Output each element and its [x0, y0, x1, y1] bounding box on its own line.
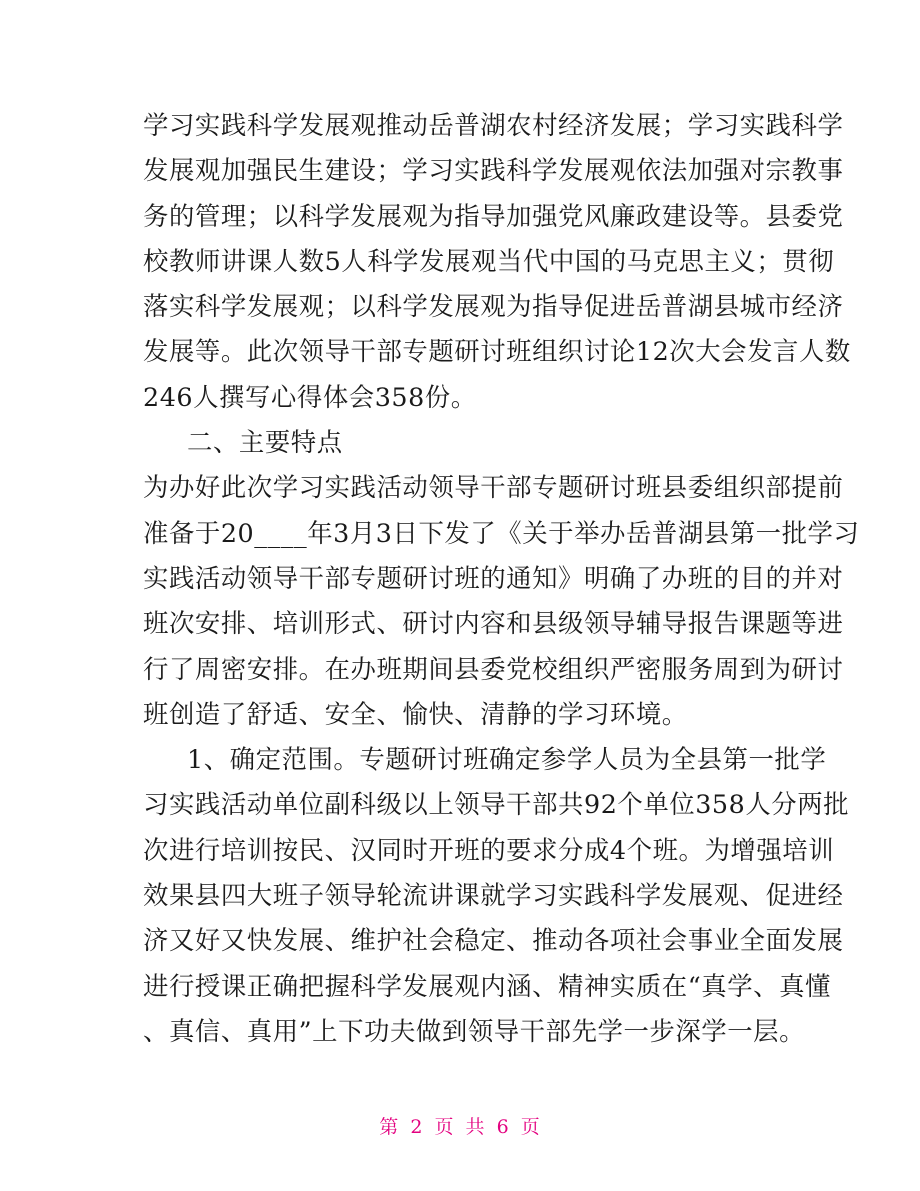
footer-prefix: 第	[379, 1116, 400, 1138]
total-page-number: 6	[496, 1116, 510, 1138]
text-line: 为办好此次学习实践活动领导干部专题研讨班县委组织部提前	[143, 472, 844, 503]
footer-suffix: 页	[520, 1116, 541, 1138]
text-line: 进行授课正确把握科学发展观内涵、精神实质在“真学、真懂	[143, 970, 831, 1001]
text-line: 发展等。此次领导干部专题研讨班组织讨论12次大会发言人数	[143, 336, 851, 367]
current-page-number: 2	[410, 1116, 424, 1138]
text-line: 准备于20____年3月3日下发了《关于举办岳普湖县第一批学习	[143, 517, 860, 548]
page-footer	[0, 1112, 920, 1139]
footer-total-word: 共	[465, 1116, 486, 1138]
text-line: 务的管理；以科学发展观为指导加强党风廉政建设等。县委党	[143, 200, 844, 231]
text-line: 行了周密安排。在办班期间县委党校组织严密服务周到为研讨	[143, 653, 844, 684]
text-line: 1、确定范围。专题研讨班确定参学人员为全县第一批学	[187, 744, 827, 775]
text-line: 、真信、真用”上下功夫做到领导干部先学一步深学一层。	[143, 1015, 806, 1046]
text-line: 次进行培训按民、汉同时开班的要求分成4个班。为增强培训	[143, 834, 835, 865]
text-line: 班创造了舒适、安全、愉快、清静的学习环境。	[143, 698, 688, 729]
text-line: 实践活动领导干部专题研讨班的通知》明确了办班的目的并对	[143, 562, 844, 593]
text-line: 246人撰写心得体会358份。	[143, 381, 477, 412]
text-line: 落实科学发展观；以科学发展观为指导促进岳普湖县城市经济	[143, 291, 844, 322]
text-line: 学习实践科学发展观推动岳普湖农村经济发展；学习实践科学	[143, 110, 844, 140]
document-body	[143, 103, 860, 1054]
text-line: 校教师讲课人数5人科学发展观当代中国的马克思主义；贯彻	[143, 245, 835, 276]
text-line: 济又好又快发展、维护社会稳定、推动各项社会事业全面发展	[143, 925, 844, 956]
footer-page-word: 页	[434, 1116, 455, 1138]
text-line: 班次安排、培训形式、研讨内容和县级领导辅导报告课题等进	[143, 608, 844, 639]
text-line: 效果县四大班子领导轮流讲课就学习实践科学发展观、促进经	[143, 880, 844, 911]
text-line: 发展观加强民生建设；学习实践科学发展观依法加强对宗教事	[143, 155, 844, 186]
section-heading: 二、主要特点	[187, 427, 343, 458]
text-line: 习实践活动单位副科级以上领导干部共92个单位358人分两批	[143, 789, 850, 820]
